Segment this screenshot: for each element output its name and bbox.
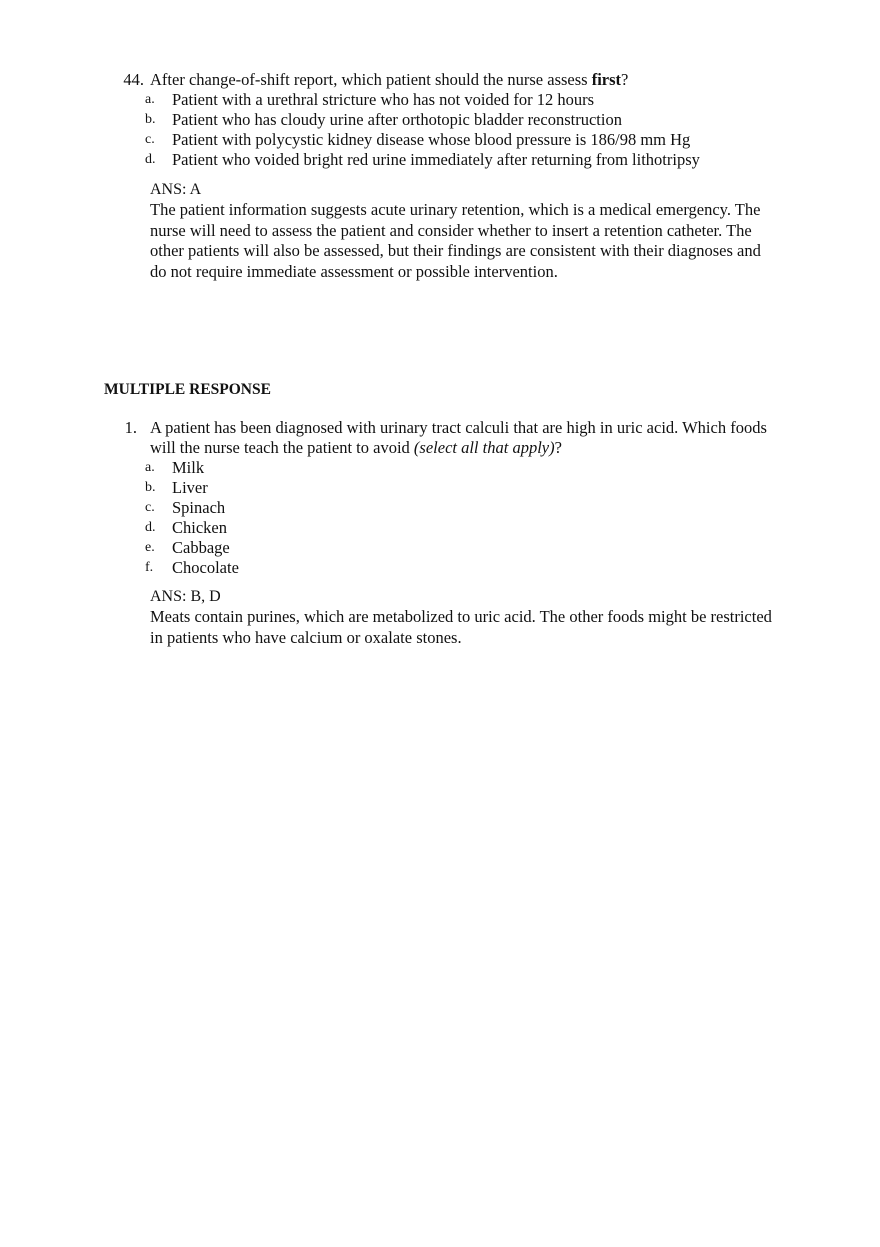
stem-text-before: will the nurse teach the patient to avoid [150, 438, 414, 457]
question-stem-text: A patient has been diagnosed with urinary tract calculi that are high in uric acid. Which foods [150, 418, 767, 437]
option-letter: c. [145, 132, 155, 147]
option-b [0, 478, 880, 498]
question-mr-1-stem-line-1 [0, 418, 880, 438]
question-number: 1. [124, 418, 137, 437]
option-f [0, 558, 880, 578]
option-text: Chicken [172, 518, 227, 537]
option-letter: e. [145, 540, 155, 555]
option-letter: d. [145, 152, 156, 167]
option-d [0, 518, 880, 538]
option-text: Milk [172, 458, 205, 477]
question-stem-text [150, 70, 628, 90]
question-44-options [0, 90, 880, 170]
section-heading: MULTIPLE RESPONSE [104, 381, 271, 398]
question-44-stem [0, 70, 880, 90]
question-mr-1 [0, 418, 880, 578]
stem-text-italic: (select all that apply) [413, 438, 555, 457]
option-text: Patient who voided bright red urine immediately after returning from lithotripsy [172, 150, 700, 169]
option-b [0, 110, 880, 130]
stem-text-after: ? [621, 70, 629, 89]
rationale-line: Meats contain purines, which are metabolized to uric acid. The other foods might be restricted [150, 607, 772, 626]
question-mr-1-options [0, 458, 880, 578]
option-a [0, 458, 880, 478]
option-letter: c. [145, 500, 155, 515]
option-c [0, 498, 880, 518]
question-mr-1-rationale [150, 607, 810, 648]
rationale-line: do not require immediate assessment or possible intervention. [150, 261, 558, 281]
question-44-answer: ANS: A [150, 181, 202, 198]
option-d [0, 150, 880, 170]
option-letter: b. [145, 480, 156, 495]
option-letter: b. [145, 112, 156, 127]
option-text: Cabbage [172, 538, 230, 557]
question-stem-text [150, 438, 562, 458]
question-44-rationale [150, 200, 810, 282]
question-mr-1-stem-line-2 [0, 438, 880, 458]
option-letter: d. [145, 520, 156, 535]
rationale-line: in patients who have calcium or oxalate stones. [150, 627, 462, 647]
option-text: Patient with a urethral stricture who has not voided for 12 hours [172, 90, 595, 109]
option-text: Spinach [172, 498, 226, 517]
option-e [0, 538, 880, 558]
question-mr-1-answer: ANS: B, D [150, 588, 221, 605]
stem-text-before: After change-of-shift report, which patient should the nurse assess [150, 70, 592, 89]
option-text: Chocolate [172, 558, 239, 577]
rationale-line: The patient information suggests acute urinary retention, which is a medical emergency. The [150, 200, 761, 219]
stem-text-bold: first [591, 70, 622, 89]
option-c [0, 130, 880, 150]
option-a [0, 90, 880, 110]
rationale-line: other patients will also be assessed, but their findings are consistent with their diagnoses and [150, 241, 761, 260]
stem-text-after: ? [554, 438, 562, 457]
option-letter: a. [145, 92, 155, 107]
option-letter: f. [145, 560, 154, 575]
option-text: Liver [172, 478, 208, 497]
option-text: Patient who has cloudy urine after orthotopic bladder reconstruction [172, 110, 622, 129]
option-letter: a. [145, 460, 155, 475]
rationale-line: nurse will need to assess the patient and consider whether to insert a retention catheter. The [150, 220, 752, 240]
question-44 [0, 70, 880, 170]
question-number: 44. [123, 70, 144, 89]
option-text: Patient with polycystic kidney disease whose blood pressure is 186/98 mm Hg [172, 130, 691, 149]
